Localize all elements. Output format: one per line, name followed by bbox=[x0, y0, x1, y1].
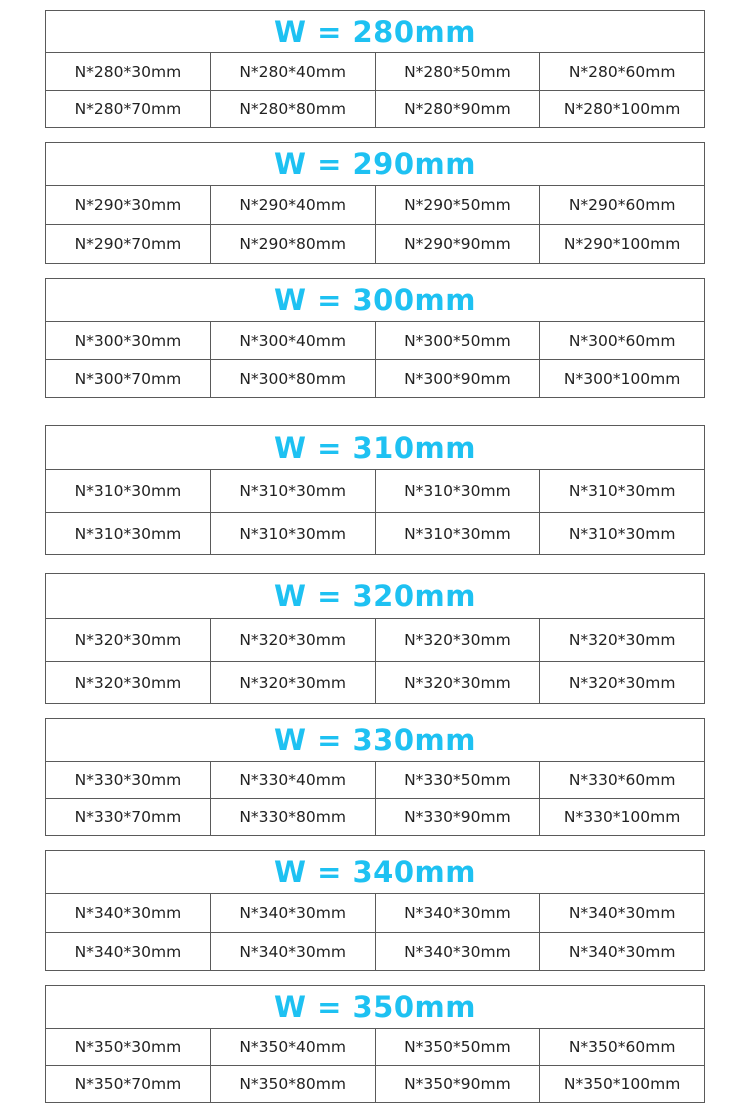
table-cell: N*300*80mm bbox=[210, 360, 375, 397]
table-cell: N*310*30mm bbox=[375, 470, 540, 512]
table-cell: N*290*90mm bbox=[375, 225, 540, 263]
table-row bbox=[46, 661, 704, 703]
spec-table-310 bbox=[45, 425, 705, 555]
table-cell: N*310*30mm bbox=[210, 513, 375, 554]
table-cell: N*290*70mm bbox=[74, 235, 182, 253]
table-cell: N*290*60mm bbox=[539, 186, 704, 224]
table-title: W = 330mm bbox=[46, 719, 704, 762]
table-cell: N*350*70mm bbox=[74, 1075, 182, 1093]
spec-table-340 bbox=[45, 850, 705, 971]
table-row bbox=[46, 894, 704, 932]
table-row bbox=[46, 322, 704, 359]
table-row bbox=[46, 932, 704, 970]
table-cell: N*320*30mm bbox=[375, 619, 540, 661]
table-cell: N*320*30mm bbox=[210, 662, 375, 703]
table-title: W = 300mm bbox=[46, 279, 704, 322]
table-cell: N*330*50mm bbox=[375, 762, 540, 798]
spec-table-280 bbox=[45, 10, 705, 128]
table-cell: N*330*30mm bbox=[74, 771, 182, 789]
table-cell: N*320*30mm bbox=[210, 619, 375, 661]
table-cell: N*280*30mm bbox=[74, 62, 182, 81]
table-cell: N*320*30mm bbox=[375, 662, 540, 703]
spec-table-350 bbox=[45, 985, 705, 1103]
table-cell: N*290*80mm bbox=[210, 225, 375, 263]
table-cell: N*290*100mm bbox=[539, 225, 704, 263]
table-cell: N*310*30mm bbox=[210, 470, 375, 512]
table-cell: N*340*30mm bbox=[74, 942, 182, 961]
table-cell: N*280*80mm bbox=[210, 91, 375, 127]
table-cell: N*310*30mm bbox=[74, 482, 182, 500]
table-cell: N*330*80mm bbox=[210, 799, 375, 835]
table-cell: N*300*60mm bbox=[539, 322, 704, 359]
table-cell: N*280*60mm bbox=[539, 53, 704, 90]
table-cell: N*350*90mm bbox=[375, 1066, 540, 1102]
table-row bbox=[46, 470, 704, 512]
table-cell: N*300*90mm bbox=[375, 360, 540, 397]
table-cell: N*300*30mm bbox=[74, 331, 182, 350]
table-cell: N*310*30mm bbox=[539, 470, 704, 512]
table-cell: N*340*30mm bbox=[539, 894, 704, 932]
table-cell: N*290*50mm bbox=[375, 186, 540, 224]
table-title: W = 320mm bbox=[46, 574, 704, 619]
table-cell: N*320*30mm bbox=[539, 619, 704, 661]
spec-table-330 bbox=[45, 718, 705, 836]
table-cell: N*300*40mm bbox=[210, 322, 375, 359]
table-cell: N*320*30mm bbox=[74, 631, 182, 649]
table-cell: N*280*70mm bbox=[74, 100, 182, 118]
table-cell: N*280*100mm bbox=[539, 91, 704, 127]
table-cell: N*290*30mm bbox=[74, 196, 182, 214]
table-row bbox=[46, 798, 704, 835]
spec-table-300 bbox=[45, 278, 705, 398]
table-cell: N*330*90mm bbox=[375, 799, 540, 835]
table-cell: N*340*30mm bbox=[74, 904, 182, 922]
table-cell: N*350*60mm bbox=[539, 1029, 704, 1065]
table-cell: N*350*50mm bbox=[375, 1029, 540, 1065]
table-title: W = 350mm bbox=[46, 986, 704, 1029]
table-cell: N*350*80mm bbox=[210, 1066, 375, 1102]
table-cell: N*290*40mm bbox=[210, 186, 375, 224]
table-title: W = 310mm bbox=[46, 426, 704, 470]
table-row bbox=[46, 53, 704, 90]
table-cell: N*330*60mm bbox=[539, 762, 704, 798]
table-cell: N*350*100mm bbox=[539, 1066, 704, 1102]
table-title: W = 340mm bbox=[46, 851, 704, 894]
table-row bbox=[46, 512, 704, 554]
table-cell: N*340*30mm bbox=[210, 894, 375, 932]
table-cell: N*330*40mm bbox=[210, 762, 375, 798]
table-cell: N*310*30mm bbox=[539, 513, 704, 554]
table-cell: N*330*70mm bbox=[74, 808, 182, 826]
table-cell: N*340*30mm bbox=[375, 933, 540, 970]
table-cell: N*310*30mm bbox=[375, 513, 540, 554]
table-row bbox=[46, 762, 704, 798]
table-cell: N*330*100mm bbox=[539, 799, 704, 835]
table-cell: N*310*30mm bbox=[74, 524, 182, 543]
table-cell: N*340*30mm bbox=[539, 933, 704, 970]
table-row bbox=[46, 359, 704, 397]
table-title: W = 290mm bbox=[46, 143, 704, 186]
table-cell: N*320*30mm bbox=[74, 673, 182, 692]
table-row bbox=[46, 90, 704, 127]
table-row bbox=[46, 1029, 704, 1065]
table-title: W = 280mm bbox=[46, 11, 704, 53]
table-row bbox=[46, 186, 704, 224]
table-cell: N*280*50mm bbox=[375, 53, 540, 90]
table-cell: N*340*30mm bbox=[375, 894, 540, 932]
table-cell: N*280*90mm bbox=[375, 91, 540, 127]
table-row bbox=[46, 1065, 704, 1102]
table-cell: N*300*70mm bbox=[74, 369, 182, 388]
table-cell: N*350*30mm bbox=[74, 1038, 182, 1056]
table-cell: N*350*40mm bbox=[210, 1029, 375, 1065]
spec-table-320 bbox=[45, 573, 705, 704]
table-cell: N*300*100mm bbox=[539, 360, 704, 397]
table-row bbox=[46, 224, 704, 263]
table-cell: N*280*40mm bbox=[210, 53, 375, 90]
table-cell: N*340*30mm bbox=[210, 933, 375, 970]
table-cell: N*320*30mm bbox=[539, 662, 704, 703]
table-cell: N*300*50mm bbox=[375, 322, 540, 359]
table-row bbox=[46, 619, 704, 661]
spec-table-290 bbox=[45, 142, 705, 264]
